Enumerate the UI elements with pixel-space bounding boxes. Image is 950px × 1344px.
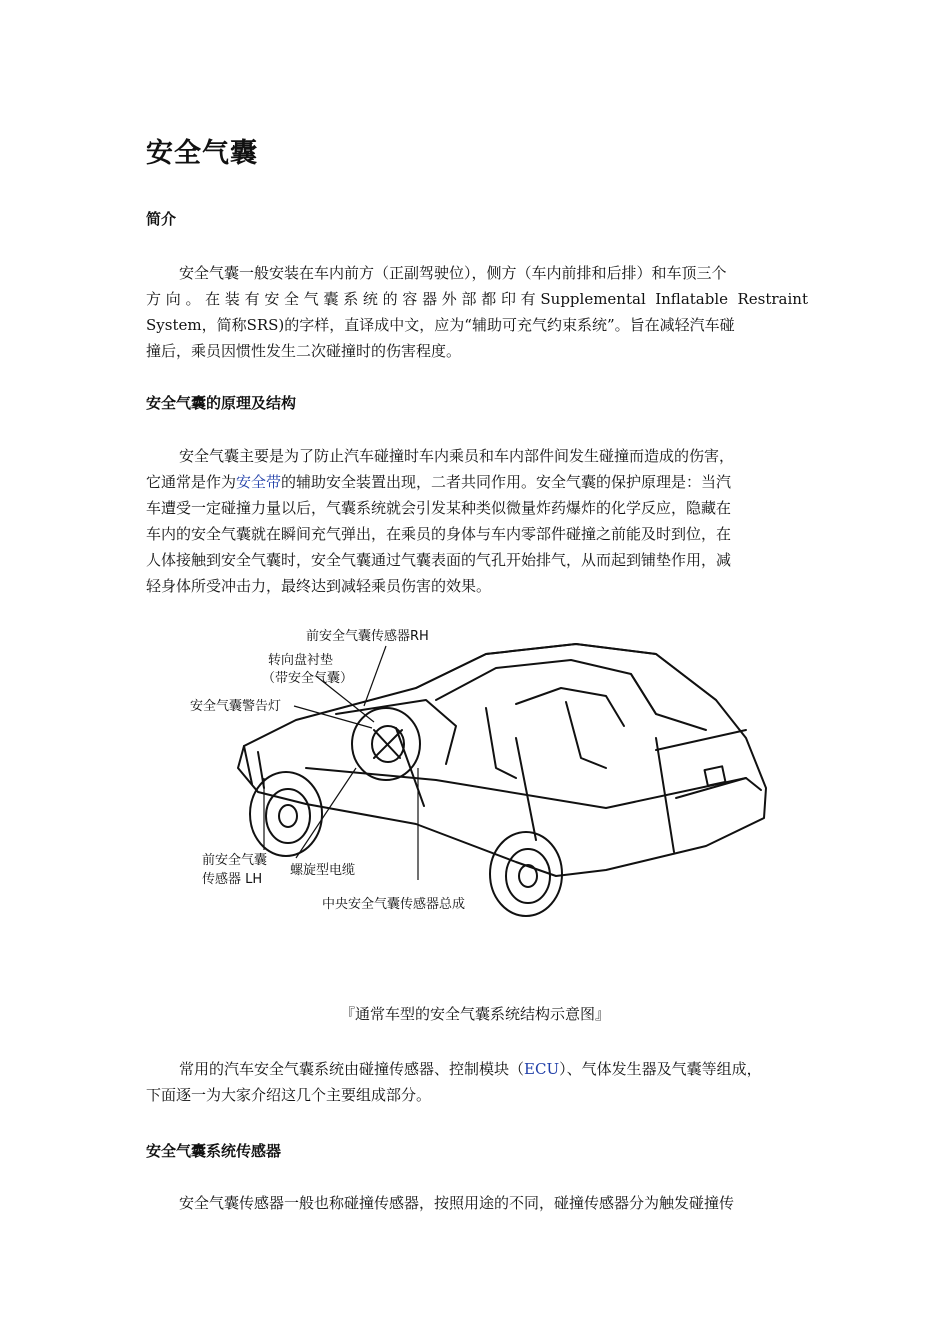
figure-caption: 『通常车型的安全气囊系统结构示意图』 bbox=[339, 1005, 610, 1023]
principle-text: 它通常是作为 bbox=[146, 473, 237, 491]
intro-heading: 简介 bbox=[146, 210, 177, 228]
seatbelt-link[interactable]: 安全带 bbox=[236, 473, 282, 491]
components-line bbox=[146, 1056, 808, 1082]
components-line: 下面逐一为大家介绍这几个主要组成部分。 bbox=[146, 1086, 432, 1104]
intro-line: 方向。在装有安全气囊系统的容器外部都印有Supplemental Inflatable Restraint bbox=[146, 290, 808, 308]
principle-line: 安全气囊主要是为了防止汽车碰撞时车内乘员和车内部件间发生碰撞而造成的伤害， bbox=[179, 447, 735, 465]
intro-line: 安全气囊一般安装在车内前方（正副驾驶位），侧方（车内前排和后排）和车顶三个 bbox=[179, 264, 727, 282]
principle-text: 的辅助安全装置出现，二者共同作用。安全气囊的保护原理是：当汽 bbox=[281, 473, 732, 491]
intro-line: 撞后，乘员因惯性发生二次碰撞时的伤害程度。 bbox=[146, 342, 462, 360]
components-text: ）、气体发生器及气囊等组成， bbox=[559, 1060, 762, 1078]
intro-line: System，简称SRS)的字样，直译成中文，应为“辅助可充气约束系统”。旨在减轻汽车碰 bbox=[146, 316, 735, 334]
principle-heading: 安全气囊的原理及结构 bbox=[146, 394, 297, 412]
airbag-system-diagram bbox=[186, 618, 776, 938]
label-front-sensor-lh: 前安全气囊 bbox=[202, 853, 268, 868]
label-steering-pad: 转向盘衬垫 bbox=[268, 653, 334, 668]
ecu-link[interactable]: ECU bbox=[524, 1060, 560, 1078]
intro-paragraph bbox=[146, 260, 808, 364]
sensor-heading: 安全气囊系统传感器 bbox=[146, 1142, 282, 1160]
principle-line: 人体接触到安全气囊时，安全气囊通过气囊表面的气孔开始排气，从而起到铺垫作用，减 bbox=[146, 551, 732, 569]
label-front-sensor-rh: 前安全气囊传感器RH bbox=[306, 629, 429, 644]
principle-line bbox=[146, 469, 808, 495]
principle-line: 车内的安全气囊就在瞬间充气弹出，在乘员的身体与车内零部件碰撞之前能及时到位，在 bbox=[146, 525, 732, 543]
principle-line: 轻身体所受冲击力，最终达到减轻乘员伤害的效果。 bbox=[146, 577, 492, 595]
sensor-line: 安全气囊传感器一般也称碰撞传感器，按照用途的不同，碰撞传感器分为触发碰撞传 bbox=[179, 1194, 735, 1212]
components-text: 常用的汽车安全气囊系统由碰撞传感器、控制模块（ bbox=[179, 1060, 525, 1078]
label-front-sensor-lh-2: 传感器 LH bbox=[202, 872, 263, 887]
page-title: 安全气囊 bbox=[146, 138, 258, 169]
label-steering-pad-note: （带安全气囊） bbox=[262, 671, 354, 686]
components-paragraph bbox=[146, 1056, 808, 1108]
label-center-sensor: 中央安全气囊传感器总成 bbox=[322, 897, 466, 912]
principle-line: 车遭受一定碰撞力量以后，气囊系统就会引发某种类似微量炸药爆炸的化学反应，隐藏在 bbox=[146, 499, 732, 517]
sensor-paragraph bbox=[146, 1190, 808, 1216]
principle-paragraph bbox=[146, 443, 808, 599]
label-warning-lamp: 安全气囊警告灯 bbox=[190, 699, 282, 714]
label-spiral-cable: 螺旋型电缆 bbox=[290, 863, 356, 878]
car-illustration bbox=[186, 618, 776, 938]
